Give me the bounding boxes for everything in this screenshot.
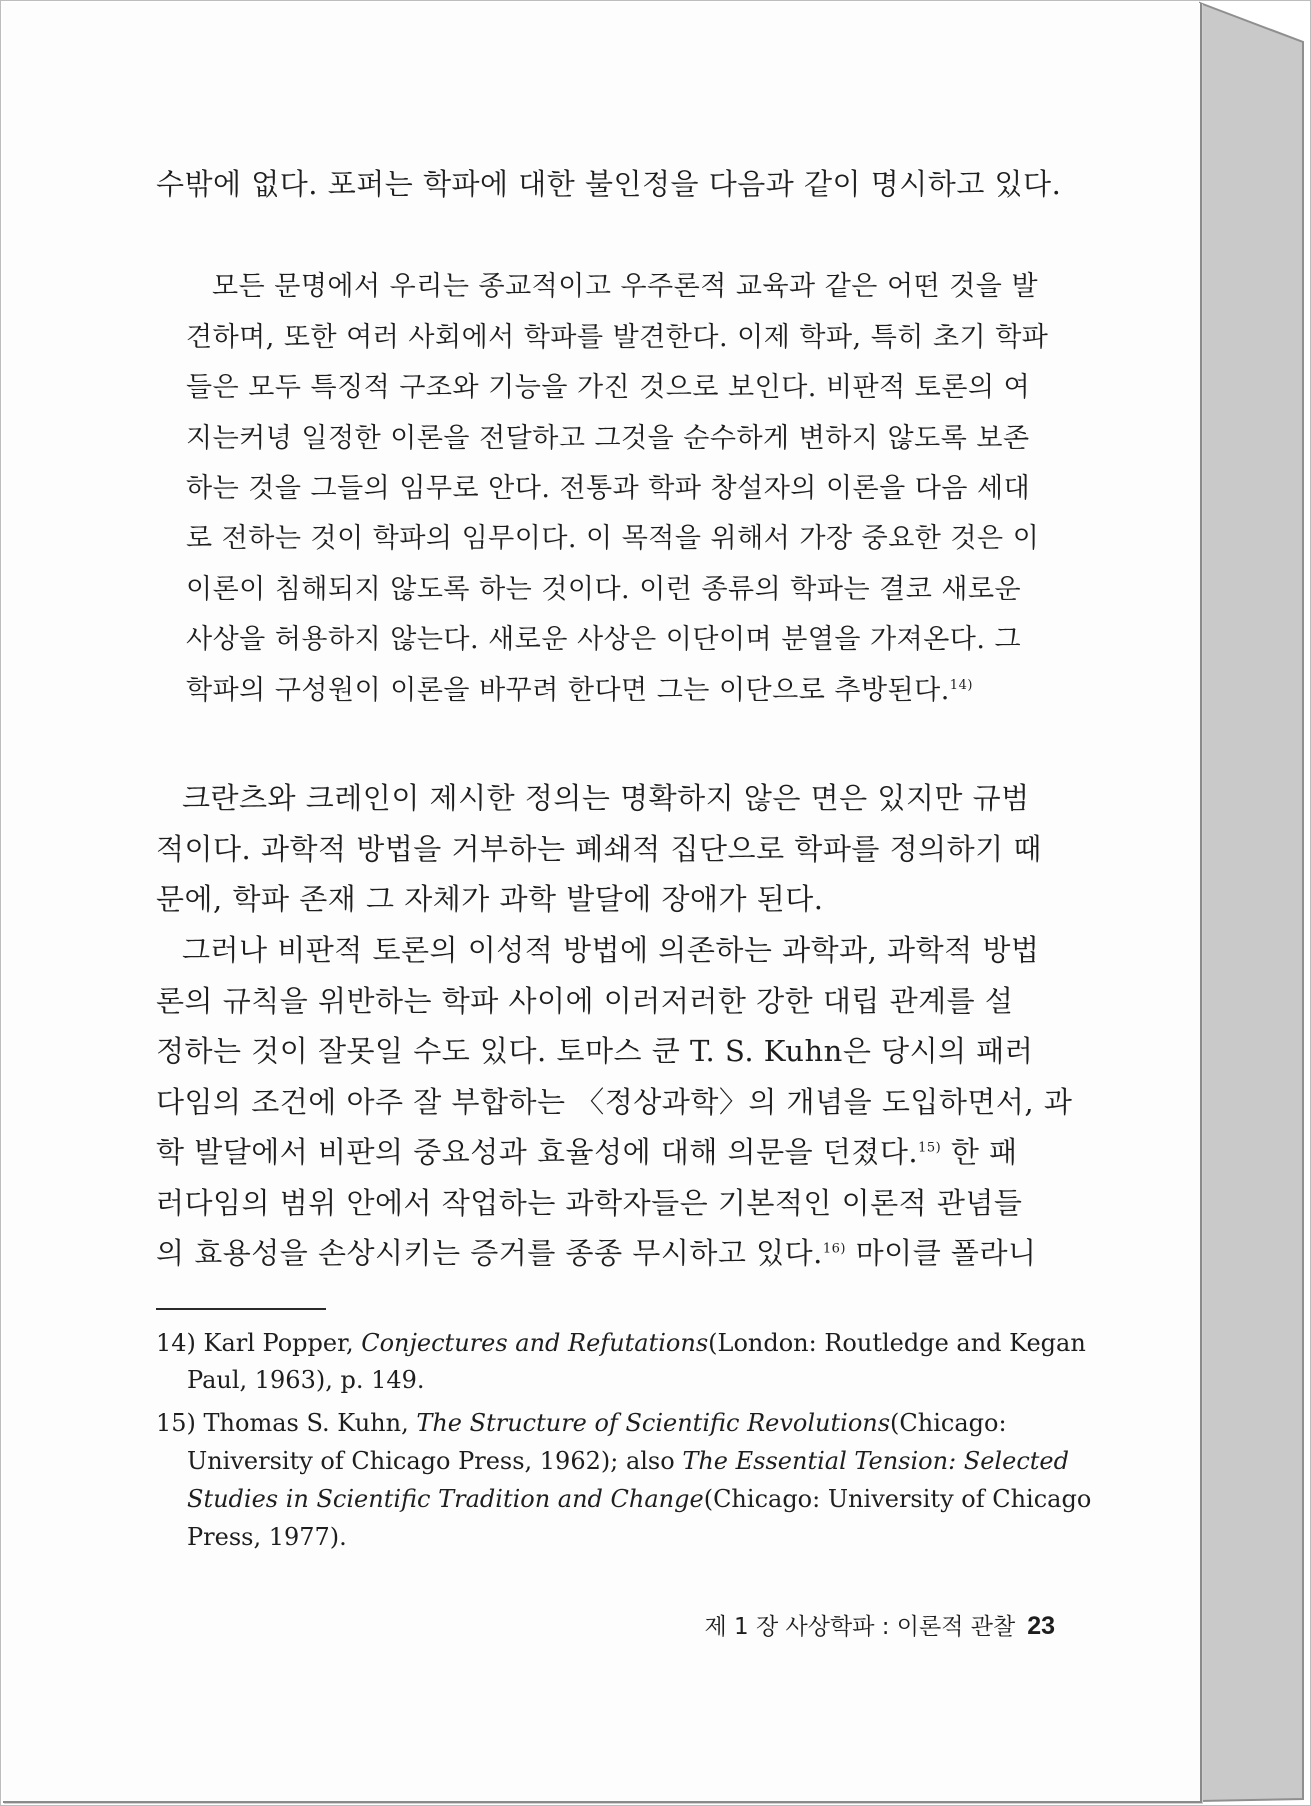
running-footer: [705, 1611, 1055, 1642]
paragraph-text: 학 발달에서 비판의 중요성과 효율성에 대해 의문을 던졌다.: [156, 1135, 919, 1169]
footnote-15-cont: [187, 1484, 1091, 1514]
footnote-ref: 14): [949, 678, 973, 693]
footnote-title: Conjectures and Refutations: [361, 1329, 709, 1357]
footnote-14-cont: Paul, 1963), p. 149.: [187, 1366, 425, 1394]
paragraph-line: 론의 규칙을 위반하는 학파 사이에 이러저러한 강한 대립 관계를 설: [156, 984, 1014, 1018]
footnote-ref: 15): [918, 1140, 942, 1156]
footnote-text: (London: Routledge and Kegan: [708, 1329, 1086, 1357]
footnote-text: (Chicago:: [890, 1409, 1007, 1437]
paragraph-line: [156, 1134, 1018, 1170]
footnote-text: 14) Karl Popper,: [156, 1329, 362, 1357]
paragraph-text: 의 효용성을 손상시키는 증거를 종종 무시하고 있다.: [156, 1236, 823, 1270]
footnote-15: [156, 1408, 1007, 1438]
page-number: 23: [1027, 1612, 1055, 1640]
quote-line: 모든 문명에서 우리는 종교적이고 우주론적 교육과 같은 어떤 것을 발: [212, 271, 1039, 302]
footnote-15-cont: Press, 1977).: [187, 1523, 347, 1551]
footnote-text: 15) Thomas S. Kuhn,: [156, 1409, 417, 1437]
footnote-ref: 16): [822, 1241, 846, 1257]
footnote-title: The Structure of Scientific Revolutions: [416, 1409, 891, 1437]
paragraph-line: [156, 1235, 1036, 1271]
paragraph-line: 다임의 조건에 아주 잘 부합하는 〈정상과학〉의 개념을 도입하면서, 과: [156, 1085, 1073, 1119]
paragraph-line: 러다임의 범위 안에서 작업하는 과학자들은 기본적인 이론적 관념들: [156, 1186, 1023, 1220]
paragraph-text: 마이클 폴라니: [845, 1236, 1037, 1270]
footnote-15-cont: [187, 1446, 1069, 1476]
quote-line: 지는커녕 일정한 이론을 전달하고 그것을 순수하게 변하지 않도록 보존: [186, 423, 1030, 454]
paragraph-text: 한 패: [941, 1135, 1018, 1169]
footnote-14: [156, 1328, 1086, 1358]
footnote-rule: [156, 1308, 326, 1310]
paragraph-line: 그러나 비판적 토론의 이성적 방법에 의존하는 과학과, 과학적 방법: [182, 933, 1040, 967]
paragraph-line: 문에, 학파 존재 그 자체가 과학 발달에 장애가 된다.: [156, 882, 824, 916]
footnote-title: Studies in Scientific Tradition and Change: [187, 1485, 704, 1513]
quote-line: 사상을 허용하지 않는다. 새로운 사상은 이단이며 분열을 가져온다. 그: [186, 624, 1022, 655]
paragraph-line: 크란츠와 크레인이 제시한 정의는 명확하지 않은 면은 있지만 규범: [182, 781, 1030, 815]
footnote-text: (Chicago: University of Chicago: [703, 1485, 1092, 1513]
quote-line: 들은 모두 특징적 구조와 기능을 가진 것으로 보인다. 비판적 토론의 여: [186, 372, 1031, 403]
quote-line: 견하며, 또한 여러 사회에서 학파를 발견한다. 이제 학파, 특히 초기 학파: [186, 322, 1049, 353]
paragraph-line: 적이다. 과학적 방법을 거부하는 폐쇄적 집단으로 학파를 정의하기 때: [156, 832, 1042, 866]
quote-line: 로 전하는 것이 학파의 임무이다. 이 목적을 위해서 가장 중요한 것은 이: [186, 523, 1040, 554]
quote-line: [186, 673, 973, 709]
chapter-label: 제 1 장 사상학파 : 이론적 관찰: [704, 1614, 1016, 1640]
intro-line: 수밖에 없다. 포퍼는 학파에 대한 불인정을 다음과 같이 명시하고 있다.: [156, 167, 1062, 201]
footnote-title: The Essential Tension: Selected: [682, 1447, 1069, 1475]
footnote-text: University of Chicago Press, 1962); also: [187, 1447, 683, 1475]
quote-text: 학파의 구성원이 이론을 바꾸려 한다면 그는 이단으로 추방된다.: [186, 675, 950, 706]
book-page: [3, 3, 1202, 1803]
quote-line: 이론이 침해되지 않도록 하는 것이다. 이런 종류의 학파는 결코 새로운: [186, 574, 1022, 605]
quote-line: 하는 것을 그들의 임무로 안다. 전통과 학파 창설자의 이론을 다음 세대: [186, 473, 1031, 504]
paragraph-line: 정하는 것이 잘못일 수도 있다. 토마스 쿤 T. S. Kuhn은 당시의 패러: [156, 1034, 1034, 1068]
